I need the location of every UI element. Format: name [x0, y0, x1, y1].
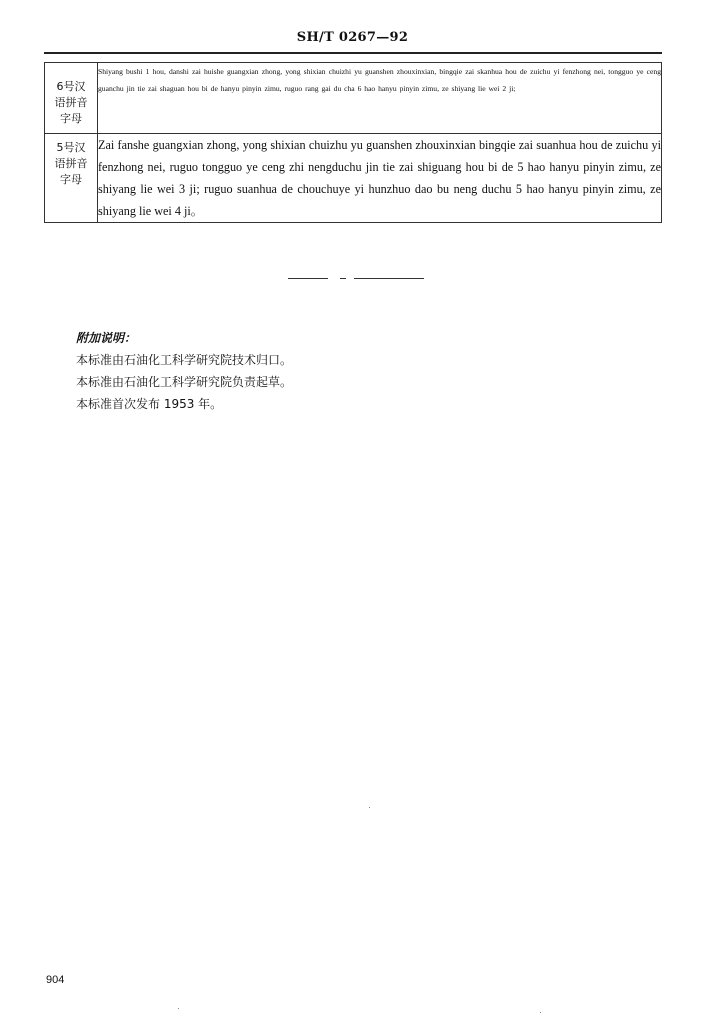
row-description: Zai fanshe guangxian zhong, yong shixian chuizhu yu guanshen zhouxinxian bingqie zai suanhua hou de zuichu yi fenzhong nei, ruguo tongguo ye ceng zhi nengduchu jin tie zai shiguang hou bi de 5 hao hanyu pinyin zimu, ze shiyang lie wei 3 ji; ruguo suanhua de chouchuye yi hunzhuo dao bu neng duchu 5 hao hanyu pinyin zimu, ze shiyang lie wei 4 ji。 [98, 134, 662, 223]
notes-line: 本标准首次发布 1953 年。 [76, 397, 223, 411]
row-label-line: 语拼音 [54, 96, 88, 109]
scan-speck [369, 807, 370, 808]
notes-line: 本标准由石油化工科学研究院负责起草。 [76, 375, 293, 389]
row-label-line: 6号汉 [56, 80, 86, 93]
row-description: Shiyang bushi 1 hou, danshi zai huishe guangxian zhong, yong shixian chuizhi yu guanshen zhouxinxian, bingqie zai skanhua hou de zuichu yi fenzhong nei, tongguo ye ceng guanchu jin tie zai shaguan hou bi de hanyu pinyin zimu, ruguo rang gai du cha 6 hao hanyu pinyin zimu, ze shiyang lie wei 2 ji; [98, 63, 662, 134]
table-row [45, 63, 662, 134]
table-row [45, 134, 662, 223]
row-label-line: 字母 [60, 112, 82, 125]
header-rule [44, 52, 662, 54]
scan-speck [178, 1008, 179, 1009]
row-label-line: 5号汉 [56, 141, 86, 154]
document-code-header: SH/T 0267—92 [296, 30, 409, 45]
scan-speck [540, 1012, 541, 1013]
row-label-cell [45, 63, 98, 134]
row-label-line: 语拼音 [54, 157, 88, 170]
additional-notes [76, 327, 292, 415]
page-number: 904 [46, 974, 65, 986]
row-label-cell [45, 134, 98, 223]
notes-title: 附加说明： [76, 331, 137, 345]
notes-line: 本标准由石油化工科学研究院技术归口。 [76, 353, 293, 367]
grading-table [44, 62, 662, 223]
row-label-line: 字母 [60, 173, 82, 186]
end-of-text-rule [288, 278, 424, 280]
